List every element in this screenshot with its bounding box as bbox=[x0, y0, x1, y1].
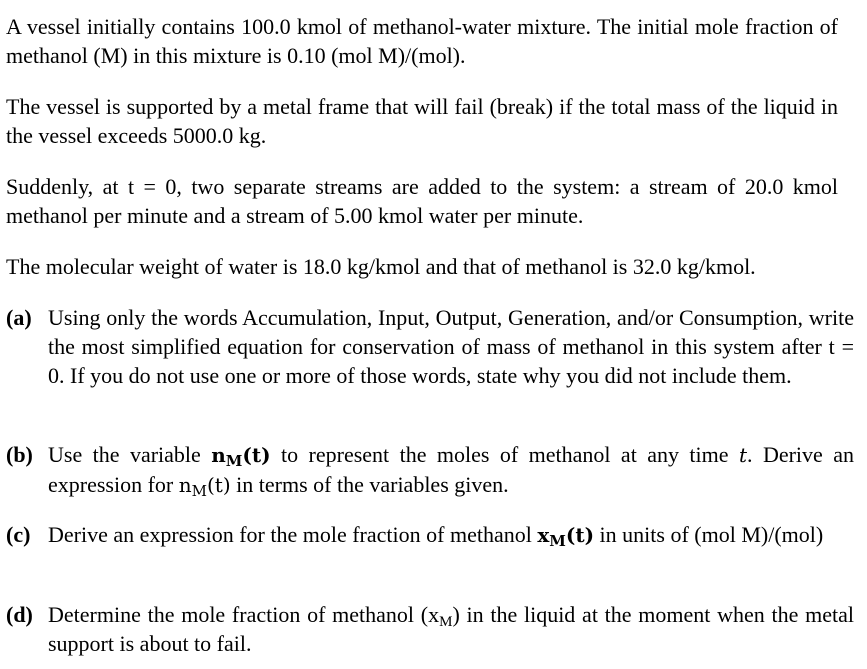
question-b-text: Use the variable $n_M(t)$ to represent the moles of methanol at any time t. Derive an expression for $n_M(t)$ in terms of the variables given. bbox=[48, 442, 854, 500]
question-a bbox=[6, 303, 854, 390]
question-b bbox=[6, 440, 854, 500]
question-a-text: Using only the words Accumulation, Input, Output, Generation, and/or Consumption, write the most simplified equation for conservation of mass of methanol in this system after t = 0. If you do not use one or more of those words, state why you did not include them. bbox=[48, 305, 854, 388]
question-d bbox=[6, 600, 854, 658]
question-d-text: Determine the mole fraction of methanol $(x_M)$ in the liquid at the moment when the metal support is about to fail. bbox=[48, 602, 855, 656]
intro-paragraph: A vessel initially contains 100.0 kmol of methanol-water mixture. The initial mole fraction of methanol (M) in this mixture is 0.10 (mol M)/(mol). bbox=[6, 14, 838, 68]
question-d-label: (d) bbox=[6, 602, 33, 627]
variable-nm: $n_M(t)$ bbox=[211, 443, 271, 470]
question-c bbox=[6, 520, 854, 550]
question-a-label: (a) bbox=[6, 305, 32, 330]
frame-paragraph: The vessel is supported by a metal frame that will fail (break) if the total mass of the liquid in the vessel exceeds 5000.0 kg. bbox=[6, 94, 838, 148]
variable-nm-plain: $n_M(t)$ bbox=[178, 473, 231, 500]
question-b-label: (b) bbox=[6, 442, 33, 467]
question-c-text: Derive an expression for the mole fraction of methanol $x_M(t)$ in units of (mol M)/(mol) bbox=[48, 522, 824, 550]
variable-xm: $x_M(t)$ bbox=[537, 523, 595, 550]
streams-paragraph: Suddenly, at t = 0, two separate streams are added to the system: a stream of 20.0 kmol methanol per minute and a stream of 5.00 kmol water per minute. bbox=[6, 174, 838, 228]
molecular-weight-paragraph: The molecular weight of water is 18.0 kg/kmol and that of methanol is 32.0 kg/kmol. bbox=[6, 254, 756, 279]
question-c-label: (c) bbox=[6, 522, 31, 547]
time-variable: t bbox=[738, 443, 748, 467]
